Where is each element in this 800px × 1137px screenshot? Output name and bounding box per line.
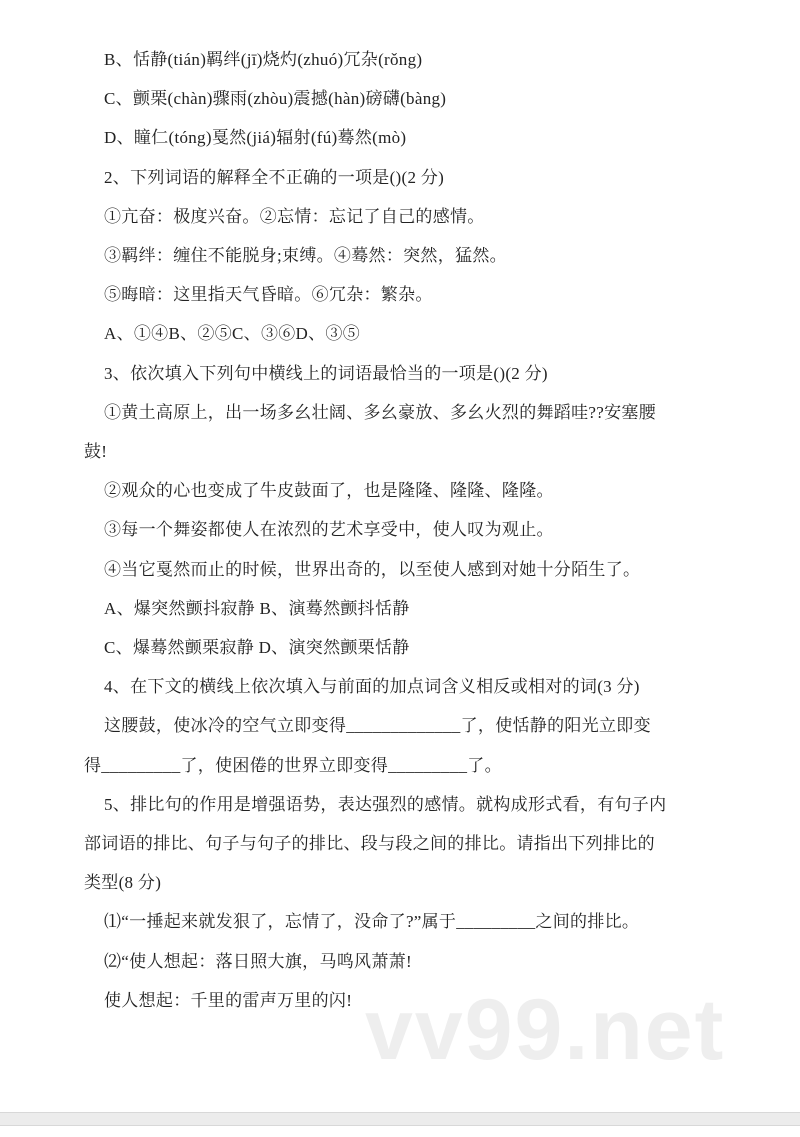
text-line: B、恬静(tián)羁绊(jī)烧灼(zhuó)冗杂(rǒng)	[104, 50, 423, 69]
text-line: ①亢奋：极度兴奋。②忘情：忘记了自己的感情。	[104, 206, 485, 226]
text-line: 这腰鼓，使冰冷的空气立即变得_____________了，使恬静的阳光立即变	[104, 716, 651, 736]
text-line: ④当它戛然而止的时候，世界出奇的，以至使人感到对她十分陌生了。	[104, 559, 641, 579]
text-line: ①黄土高原上，出一场多幺壮阔、多幺豪放、多幺火烈的舞蹈哇??安塞腰	[104, 402, 656, 422]
text-line: A、①④B、②⑤C、③⑥D、③⑤	[104, 324, 361, 344]
text-line: ⑤晦暗：这里指天气昏暗。⑥冗杂：繁杂。	[104, 285, 433, 305]
text-line: D、瞳仁(tóng)戛然(jiá)辐射(fú)蓦然(mò)	[104, 128, 407, 148]
text-line: ②观众的心也变成了牛皮鼓面了，也是隆隆、隆隆、隆隆。	[104, 481, 554, 501]
text-line: ⑵“使人想起：落日照大旗，马鸣风萧萧!	[104, 951, 412, 971]
watermark: vv99.net	[365, 982, 726, 1078]
text-line: 2、下列词语的解释全不正确的一项是()(2 分)	[104, 167, 445, 187]
text-line: ③每一个舞姿都使人在浓烈的艺术享受中，使人叹为观止。	[104, 520, 554, 540]
text-line: 鼓!	[84, 442, 108, 461]
text-line: 部词语的排比、句子与句子的排比、段与段之间的排比。请指出下列排比的	[84, 834, 655, 853]
text-line: C、爆蓦然颤栗寂静 D、演突然颤栗恬静	[104, 638, 410, 657]
text-line: 得_________了，使困倦的世界立即变得_________了。	[84, 755, 502, 775]
horizontal-scrollbar[interactable]	[0, 1112, 800, 1126]
text-line: C、颤栗(chàn)骤雨(zhòu)震撼(hàn)磅礴(bàng)	[104, 89, 447, 109]
text-line: 类型(8 分)	[84, 873, 162, 893]
text-line: 3、依次填入下列句中横线上的词语最恰当的一项是()(2 分)	[104, 363, 548, 383]
text-line: 使人想起：千里的雷声万里的闪!	[104, 990, 353, 1010]
text-line: 4、在下文的横线上依次填入与前面的加点词含义相反或相对的词(3 分)	[104, 677, 640, 697]
text-line: ③羁绊：缠住不能脱身;束缚。④蓦然：突然，猛然。	[104, 246, 507, 265]
text-line: A、爆突然颤抖寂静 B、演蓦然颤抖恬静	[104, 598, 410, 618]
text-line: 5、排比句的作用是增强语势，表达强烈的感情。就构成形式看，有句子内	[104, 794, 667, 814]
text-line: ⑴“一捶起来就发狠了，忘情了，没命了?”属于_________之间的排比。	[104, 912, 640, 932]
